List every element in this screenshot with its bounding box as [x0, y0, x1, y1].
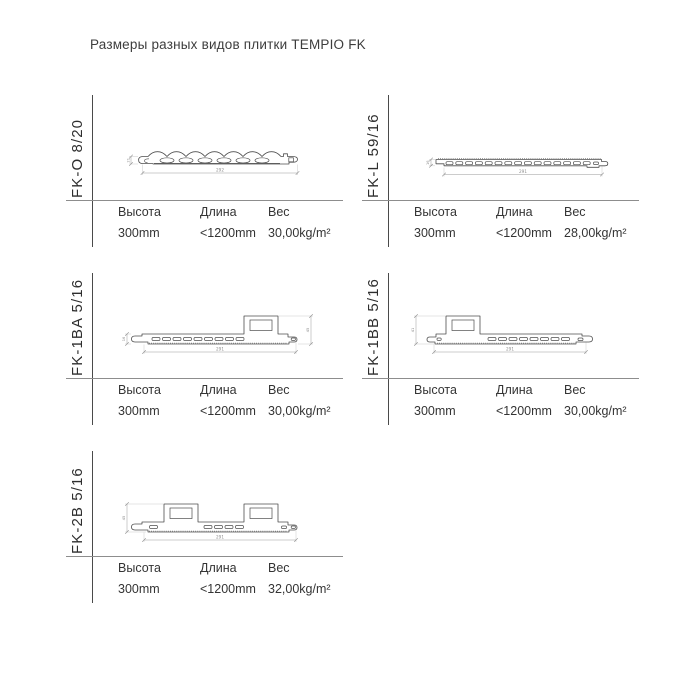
dimension-total-height-label: 45	[122, 515, 127, 521]
axis-vertical-line	[92, 451, 93, 603]
dimension-height-label: 21	[126, 158, 131, 163]
section-label: FK-2B 5/16	[69, 467, 86, 554]
spec-header-length: Длина	[200, 205, 237, 219]
dimension-height	[122, 332, 131, 346]
spec-table	[414, 205, 644, 245]
dimension-total-height-label: 45	[306, 327, 311, 333]
spec-table	[118, 561, 348, 601]
spec-table	[414, 383, 644, 423]
box-cavity	[250, 320, 272, 331]
spec-header-height: Высота	[118, 205, 161, 219]
dimension-width	[141, 165, 300, 176]
dimension-height	[126, 155, 138, 166]
spec-header-length: Длина	[200, 561, 237, 575]
dimension-total-height-label: 41	[411, 327, 416, 333]
spec-header-weight: Вес	[564, 205, 586, 219]
spec-value-height: 300mm	[414, 404, 456, 418]
spec-header-length: Длина	[200, 383, 237, 397]
spec-value-height: 300mm	[414, 226, 456, 240]
section-fk-2b	[60, 451, 360, 616]
profile-drawing-fk-2b	[118, 482, 323, 546]
spec-header-height: Высота	[118, 383, 161, 397]
dimension-height	[426, 158, 435, 168]
dimension-width-label: 291	[216, 534, 224, 540]
axis-vertical-line	[388, 95, 389, 247]
spec-value-weight: 32,00kg/m²	[268, 582, 331, 596]
spec-value-weight: 30,00kg/m²	[268, 404, 331, 418]
spec-value-length: <1200mm	[496, 226, 552, 240]
spec-value-height: 300mm	[118, 582, 160, 596]
dimension-height-label: 16	[426, 160, 431, 165]
spec-value-weight: 28,00kg/m²	[564, 226, 627, 240]
profile-drawing-fk-l	[422, 150, 612, 182]
dimension-width-label: 291	[216, 346, 224, 352]
section-fk-1ba	[60, 273, 360, 438]
dimension-width-label: 291	[506, 346, 514, 352]
profile-drawing-fk-o	[122, 143, 314, 187]
page-title: Размеры разных видов плитки TEMPIO FK	[90, 37, 366, 52]
spec-header-length: Длина	[496, 383, 533, 397]
spec-value-height: 300mm	[118, 226, 160, 240]
spec-header-height: Высота	[414, 205, 457, 219]
spec-value-weight: 30,00kg/m²	[564, 404, 627, 418]
spec-value-length: <1200mm	[200, 404, 256, 418]
section-label: FK-L 59/16	[365, 113, 382, 198]
section-label: FK-O 8/20	[69, 118, 86, 198]
axis-horizontal-line	[362, 378, 639, 379]
axis-horizontal-line	[362, 200, 639, 201]
profile-drawing-fk-1bb	[406, 294, 611, 358]
axis-vertical-line	[388, 273, 389, 425]
section-fk-1bb	[356, 273, 656, 438]
box-cavity	[250, 508, 272, 519]
spec-table	[118, 205, 348, 245]
dimension-width-label: 292	[216, 167, 224, 173]
spec-header-height: Высота	[118, 561, 161, 575]
spec-table	[118, 383, 348, 423]
spec-value-height: 300mm	[118, 404, 160, 418]
section-fk-o	[60, 95, 360, 260]
spec-value-length: <1200mm	[200, 582, 256, 596]
section-label: FK-1BB 5/16	[365, 278, 382, 376]
axis-vertical-line	[92, 273, 93, 425]
spec-header-weight: Вес	[268, 561, 290, 575]
spec-header-weight: Вес	[268, 205, 290, 219]
spec-value-weight: 30,00kg/m²	[268, 226, 331, 240]
dimension-width-label: 291	[519, 169, 527, 175]
spec-header-weight: Вес	[564, 383, 586, 397]
spec-header-length: Длина	[496, 205, 533, 219]
profile-drawing-fk-1ba	[118, 294, 323, 358]
box-cavity	[452, 320, 474, 331]
axis-vertical-line	[92, 95, 93, 247]
section-fk-l	[356, 95, 656, 260]
section-label: FK-1BA 5/16	[69, 278, 86, 376]
axis-horizontal-line	[66, 556, 343, 557]
spec-value-length: <1200mm	[200, 226, 256, 240]
spec-value-length: <1200mm	[496, 404, 552, 418]
spec-header-height: Высота	[414, 383, 457, 397]
dimension-width	[442, 167, 604, 177]
dimension-height-label: 16	[122, 336, 127, 342]
spec-header-weight: Вес	[268, 383, 290, 397]
axis-horizontal-line	[66, 378, 343, 379]
box-cavity	[170, 508, 192, 519]
axis-horizontal-line	[66, 200, 343, 201]
